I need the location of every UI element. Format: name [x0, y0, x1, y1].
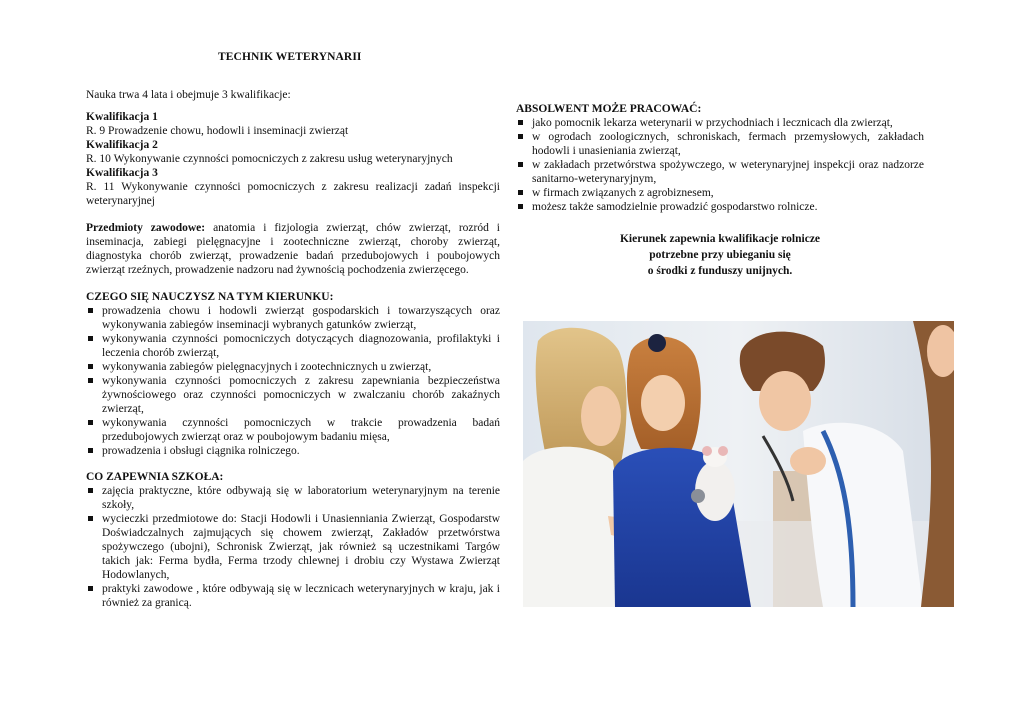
graduate-list — [516, 116, 924, 214]
subjects-label: Przedmioty zawodowe: — [86, 222, 206, 234]
learn-heading: CZEGO SIĘ NAUCZYSZ NA TYM KIERUNKU: — [86, 291, 334, 303]
list-item: w ogrodach zoologicznych, schroniskach, fermach przemysłowych, zakładach hodowli i unasieniania zwierząt, — [516, 130, 924, 158]
qualification-2-text: R. 10 Wykonywanie czynności pomocniczych z zakresu usług weterynaryjnych — [86, 153, 453, 165]
veterinary-students-photo — [523, 321, 954, 607]
note-line-1: Kierunek zapewnia kwalifikacje rolnicze — [619, 233, 821, 245]
qualification-1-heading: Kwalifikacja 1 — [86, 111, 158, 123]
list-item: zajęcia praktyczne, które odbywają się w laboratorium weterynaryjnym na terenie szkoły, — [86, 484, 500, 512]
right-column — [516, 102, 924, 279]
list-item: w zakładach przetwórstwa spożywczego, w weterynaryjnej inspekcji oraz nadzorze sanitarno-weterynaryjnym, — [516, 158, 924, 186]
list-item: wykonywania czynności pomocniczych dotyczących diagnozowania, profilaktyki i leczenia chorób zwierząt, — [86, 332, 500, 360]
qualification-3-heading: Kwalifikacja 3 — [86, 167, 158, 179]
list-item: w firmach związanych z agrobiznesem, — [516, 186, 924, 200]
left-column — [86, 50, 500, 610]
list-item: jako pomocnik lekarza weterynarii w przychodniach i lecznicach dla zwierząt, — [516, 116, 924, 130]
intro-text: Nauka trwa 4 lata i obejmuje 3 kwalifikacje: — [86, 89, 291, 101]
qualification-3-text: R. 11 Wykonywanie czynności pomocniczych z zakresu realizacji zadań inspekcji weterynaryjnej — [86, 181, 500, 207]
list-item: praktyki zawodowe , które odbywają się w lecznicach weterynaryjnych w kraju, jak i również za granicą. — [86, 582, 500, 610]
note-line-3: o środki z funduszy unijnych. — [647, 265, 793, 277]
eu-funding-note — [516, 231, 924, 279]
qualification-1-text: R. 9 Prowadzenie chowu, hodowli i inseminacji zwierząt — [86, 125, 349, 137]
graduate-heading: ABSOLWENT MOŻE PRACOWAĆ: — [516, 103, 702, 115]
note-line-2: potrzebne przy ubieganiu się — [649, 249, 791, 261]
list-item: wykonywania zabiegów pielęgnacyjnych i zootechnicznych u zwierząt, — [86, 360, 500, 374]
qualification-2-heading: Kwalifikacja 2 — [86, 139, 158, 151]
learn-list — [86, 304, 500, 458]
page-title: TECHNIK WETERYNARII — [218, 51, 362, 63]
list-item: możesz także samodzielnie prowadzić gospodarstwo rolnicze. — [516, 200, 924, 214]
subjects-text: anatomia i fizjologia zwierząt, chów zwierząt, rozród i inseminacja, zabiegi pielęgnacyjne i zootechniczne zwierząt, choroby zwierząt, diagnostyka chorób zwierząt, prowadzenie badań przedubojowych i poubojowych zwierząt rzeźnych, prowadzenie nadzoru nad żywnością pochodzenia zwierzęcego. — [86, 222, 500, 276]
school-heading: CO ZAPEWNIA SZKOŁA: — [86, 471, 224, 483]
list-item: wycieczki przedmiotowe do: Stacji Hodowli i Unasienniania Zwierząt, Gospodarstw Doświadczalnych zajmujących się chowem zwierząt, Zakładów przetwórstwa spożywczego (ubojni), Schronisk Zwierząt, jak również są uczestnikami Targów takich jak: Ferma bydła, Ferma trzody chlewnej i drobiu czy Wystawa Zwierząt Hodowlanych, — [86, 512, 500, 582]
list-item: wykonywania czynności pomocniczych z zakresu zapewniania bezpieczeństwa żywnościowego oraz czynności pomocniczych w zwalczaniu chorób zakaźnych zwierząt, — [86, 374, 500, 416]
subjects-paragraph — [86, 221, 500, 277]
list-item: wykonywania czynności pomocniczych w trakcie prowadzenia badań przedubojowych zwierząt oraz w poubojowym badaniu mięsa, — [86, 416, 500, 444]
list-item: prowadzenia chowu i hodowli zwierząt gospodarskich i towarzyszących oraz wykonywania zabiegów inseminacji wybranych gatunków zwierząt, — [86, 304, 500, 332]
school-list — [86, 484, 500, 610]
list-item: prowadzenia i obsługi ciągnika rolniczego. — [86, 444, 500, 458]
